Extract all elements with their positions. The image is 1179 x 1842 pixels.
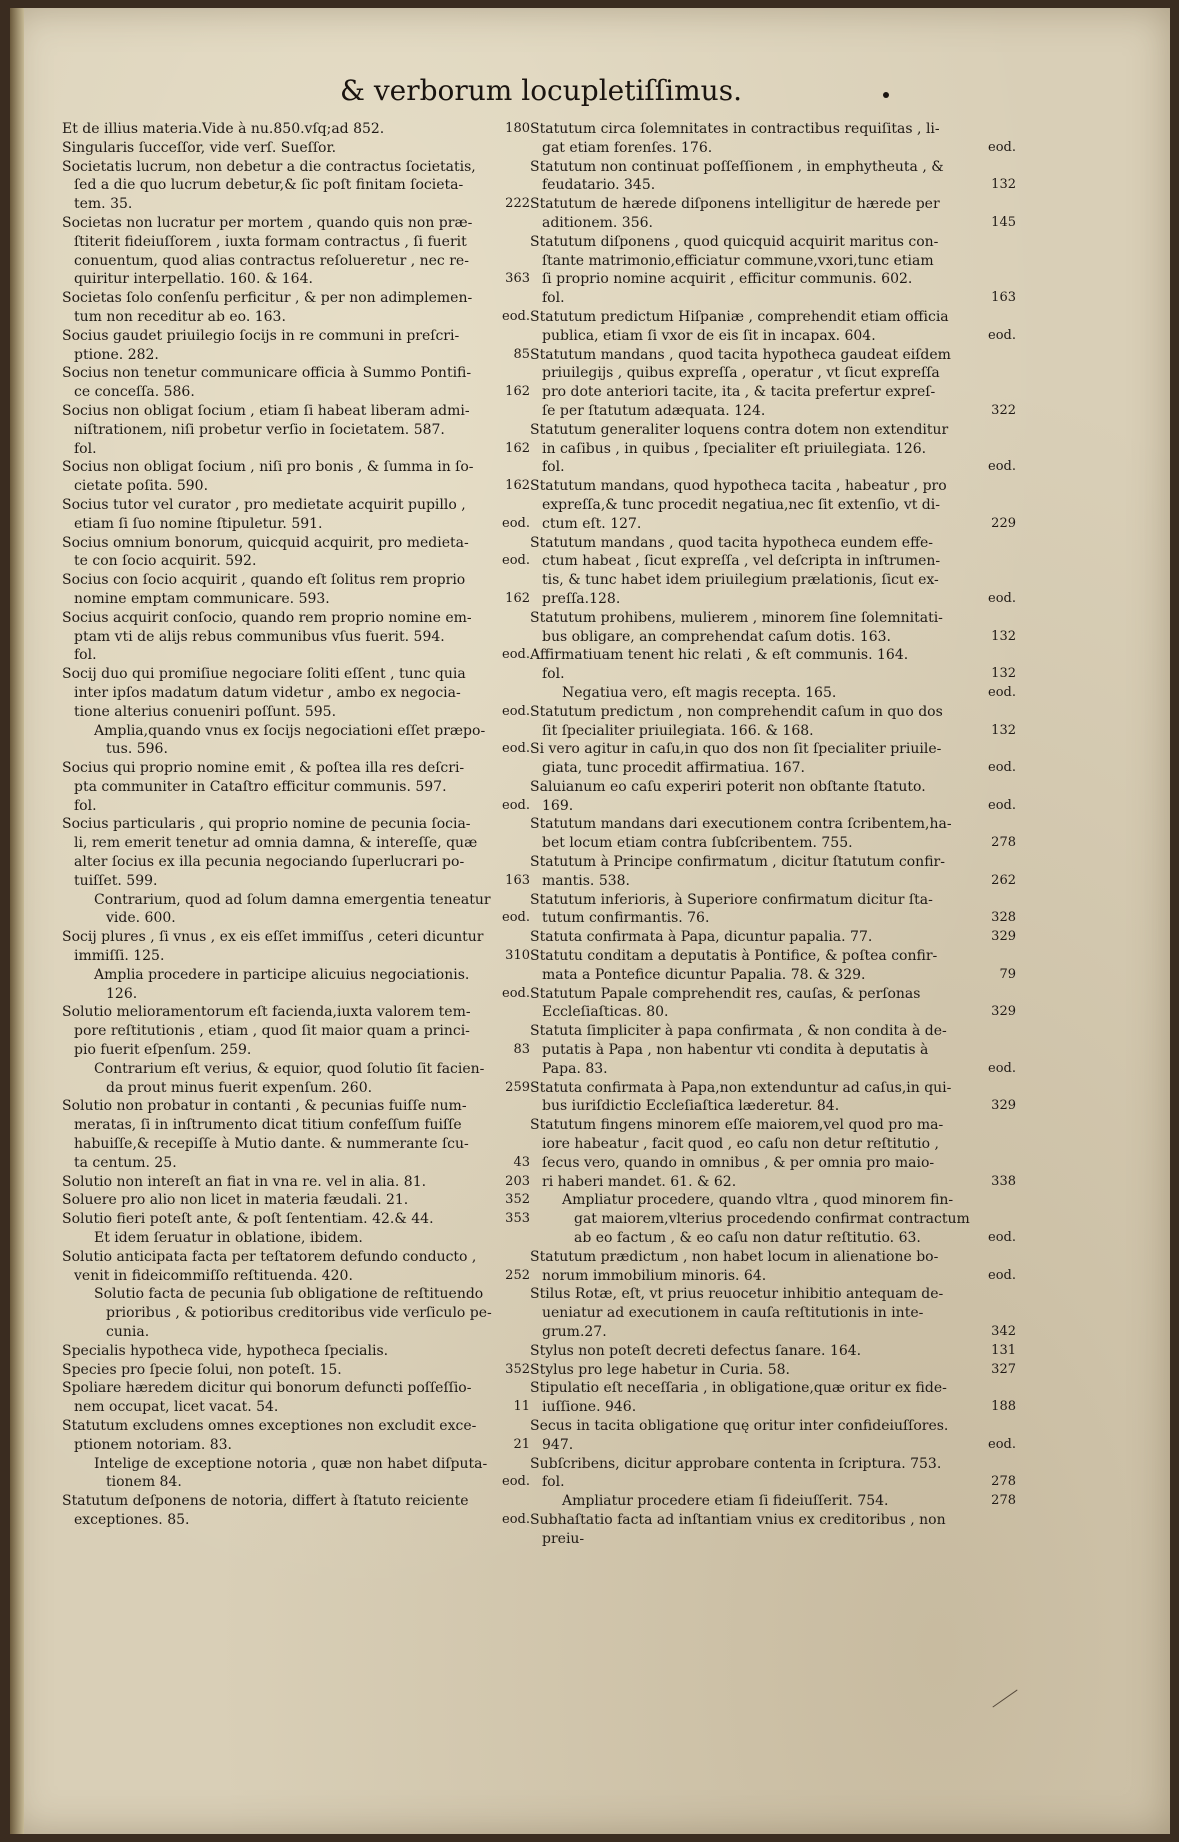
index-entry xyxy=(62,609,530,665)
folio-reference: 162 xyxy=(505,384,530,400)
index-entry xyxy=(62,1285,530,1341)
folio-reference: 79 xyxy=(999,966,1016,982)
index-entry-text: Statutum circa ſolemnitates in contractibus requiſitas , li- gat etiam forenſes. 176. xyxy=(530,121,940,156)
index-entry-text: Socius non obligat ſocium , etiam ſi habeat liberam admi- niſtrationem, niſi probetur verſio in ſocietatem. 587. fol. xyxy=(62,402,470,457)
folio-reference: 259 xyxy=(505,1079,530,1095)
index-entry xyxy=(62,1191,530,1210)
folio-reference: 132 xyxy=(991,722,1016,738)
folio-reference: eod. xyxy=(988,797,1016,813)
index-entry xyxy=(530,534,1016,609)
index-entry-text: Statutum mandans , quod tacita hypotheca gaudeat eiſdem priuilegijs , quibus expreſſa , operatur , vt ſicut expreſſa pro dote anteriori tacite, ita , & tacita prefertur expreſ- ſe per ſtatutum adæquata. 124. xyxy=(530,346,951,419)
index-entry xyxy=(530,703,1016,741)
index-entry xyxy=(530,158,1016,196)
index-entry-text: Ampliatur procedere, quando vltra , quod minorem fin- gat maiorem,vlterius procedendo confirmat contractum ab eo factum , & eo caſu non datur reſtitutio. 63. xyxy=(562,1192,970,1247)
index-entry xyxy=(530,778,1016,816)
index-entry xyxy=(62,571,530,609)
folio-reference: eod. xyxy=(502,1474,530,1490)
header-dot xyxy=(883,92,889,98)
index-entry xyxy=(530,421,1016,477)
index-entry xyxy=(62,1417,530,1455)
folio-reference: 353 xyxy=(505,1211,530,1227)
index-entry xyxy=(530,891,1016,929)
index-entry-text: Si vero agitur in caſu,in quo dos non ſit ſpecialiter priuile- giata, tunc procedit affirmatiua. 167. xyxy=(530,741,942,777)
index-entry xyxy=(62,120,530,139)
folio-reference: 132 xyxy=(991,628,1016,644)
index-entry-text: Statuta ſimpliciter à papa confirmata , & non condita à de- putatis à Papa , non habentur vti condita à deputatis à Papa. 83. xyxy=(530,1023,947,1077)
index-entry-text: Statutum fingens minorem eſſe maiorem,vel quod pro ma- iore habeatur , facit quod , eo caſu non detur reſtitutio , ſecus vero, quando in omnibus , & per omnia pro maio- ri haberi mandet. 61. & 62. xyxy=(530,1117,944,1190)
index-entry-text: Et de illius materia.Vide à nu.850.vſq;ad 852. xyxy=(62,121,385,137)
index-entry xyxy=(62,1097,530,1172)
index-entry xyxy=(530,646,1016,684)
folio-reference: eod. xyxy=(988,1436,1016,1452)
folio-reference: eod. xyxy=(502,553,530,569)
folio-reference: eod. xyxy=(502,797,530,813)
folio-reference: 229 xyxy=(991,515,1016,531)
index-entry xyxy=(62,1173,530,1192)
folio-reference: eod. xyxy=(502,985,530,1001)
index-entry xyxy=(62,402,530,458)
index-entry xyxy=(62,158,530,214)
folio-reference: 162 xyxy=(505,590,530,606)
index-entry-text: Amplia,quando vnus ex ſocijs negociationi eſſet præpo- tus. 596. xyxy=(94,722,486,758)
index-entry xyxy=(530,1191,1016,1247)
index-entry-text: Solutio non probatur in contanti , & pecunias fuiſſe num- meratas, ſi in inſtrumento dicat titium confeſſum fuiſſe habuiſſe,& recepiſſe à Mutio dante. & nummerante ſcu- ta centum. 25. xyxy=(62,1098,469,1171)
folio-reference: eod. xyxy=(988,1267,1016,1283)
index-entry-text: Statutum predictum Hiſpaniæ , comprehendit etiam officia publica, etiam ſi vxor de eis ſit in incapax. 604. xyxy=(530,308,949,344)
index-entry-text: Contrarium, quod ad ſolum damna emergentia teneatur vide. 600. xyxy=(94,891,491,927)
index-entry xyxy=(530,477,1016,533)
index-entry-text: Negatiua vero, eſt magis recepta. 165. xyxy=(562,684,837,701)
folio-reference: 132 xyxy=(991,177,1016,193)
index-entry-text: Socius con ſocio acquirit , quando eſt ſolitus rem proprio nomine emptam communicare. 593. xyxy=(62,572,466,607)
index-entry-text: Secus in tacita obligatione quę oritur inter confideiuſſores. 947. xyxy=(530,1417,949,1453)
folio-reference: eod. xyxy=(988,1230,1016,1246)
folio-reference: 278 xyxy=(991,835,1016,851)
folio-reference: 162 xyxy=(505,478,530,494)
index-entry xyxy=(530,815,1016,853)
folio-reference: 222 xyxy=(505,196,530,212)
index-entry-text: Socius acquirit conſocio, quando rem proprio nomine em- ptam vti de alijs rebus communibus vſus fuerit. 594. fol. xyxy=(62,609,472,664)
index-entry-text: Solutio fieri poteſt ante, & poſt ſententiam. 42.& 44. xyxy=(62,1211,434,1228)
index-entry xyxy=(530,609,1016,647)
index-entry xyxy=(62,722,530,760)
index-entry-text: Singularis ſucceſſor, vide verſ. Sueſſor. xyxy=(62,139,337,156)
index-entry xyxy=(62,289,530,327)
index-entry-text: Subhaſtatio facta ad inſtantiam vnius ex creditoribus , non preiu- xyxy=(530,1511,946,1547)
index-entry-text: Socius gaudet priuilegio ſocijs in re communi in preſcri- ptione. 282. xyxy=(62,327,460,363)
folio-reference: 131 xyxy=(991,1342,1016,1358)
index-entry xyxy=(62,1361,530,1380)
index-entry xyxy=(530,684,1016,703)
index-entry-text: Statutum prohibens, mulierem , minorem ſine ſolemnitati- bus obligare, an comprehendat caſum dotis. 163. xyxy=(530,609,943,645)
index-entry-text: Statutum diſponens , quod quicquid acquirit maritus con- ſtante matrimonio,efficiatur commune,vxori,tunc etiam ſi proprio nomine acquirit , efficitur communis. 602. fol. xyxy=(530,233,939,307)
index-column-left xyxy=(62,120,530,1530)
index-entry xyxy=(62,1229,530,1248)
index-entry xyxy=(530,233,1016,308)
folio-reference: 328 xyxy=(991,910,1016,926)
folio-reference: 329 xyxy=(991,1098,1016,1114)
folio-reference: eod. xyxy=(502,308,530,324)
folio-reference: 338 xyxy=(991,1173,1016,1189)
folio-reference: eod. xyxy=(502,910,530,926)
index-entry xyxy=(62,1342,530,1361)
index-entry-text: Subſcribens, dicitur approbare contenta in ſcriptura. 753. fol. xyxy=(530,1455,942,1491)
folio-reference: 132 xyxy=(991,666,1016,682)
index-entry xyxy=(62,1060,530,1098)
index-entry-text: Statutum non continuat poſſeſſionem , in emphytheuta , & feudatario. 345. xyxy=(530,158,944,194)
index-entry-text: Species pro ſpecie ſolui, non poteſt. 15. xyxy=(62,1361,342,1378)
index-entry xyxy=(530,1361,1016,1380)
index-entry xyxy=(530,1079,1016,1117)
folio-reference: eod. xyxy=(988,327,1016,343)
index-entry-text: Solutio anticipata facta per teſtatorem defundo conducto , venit in fideicommiſſo reſtituenda. 420. xyxy=(62,1248,477,1284)
index-entry xyxy=(62,759,530,815)
index-entry-text: Stipulatio eſt neceſſaria , in obligatione,quæ oritur ex fide- iuſſione. 946. xyxy=(530,1380,947,1416)
folio-reference: eod. xyxy=(988,459,1016,475)
index-entry-text: Amplia procedere in participe alicuius negociationis. 126. xyxy=(94,966,470,1002)
index-entry-text: Statutum inferioris, à Superiore confirmatum dicitur ſta- tutum confirmantis. 76. xyxy=(530,891,933,927)
index-entry-text: Ampliatur procedere etiam ſi fideiuſſerit. 754. xyxy=(562,1493,889,1510)
index-entry xyxy=(62,891,530,929)
folio-reference: eod. xyxy=(988,590,1016,606)
folio-reference: 278 xyxy=(991,1493,1016,1509)
running-header: & verborum locupletiſſimus. xyxy=(340,74,742,107)
index-entry-text: Statutum Papale comprehendit res, cauſas, & perſonas Eccleſiaſticas. 80. xyxy=(530,985,921,1021)
index-entry xyxy=(62,1379,530,1417)
index-entry-text: Statutu conditam a deputatis à Pontifice, & poſtea confir- mata a Pontefice dicuntur Papalia. 78. & 329. xyxy=(530,948,938,983)
folio-reference: 322 xyxy=(991,402,1016,418)
index-entry xyxy=(530,120,1016,158)
index-entry xyxy=(62,1210,530,1229)
index-entry-text: Statutum de hærede diſponens intelligitur de hærede per aditionem. 356. xyxy=(530,196,940,231)
index-entry-text: Statutum generaliter loquens contra dotem non extenditur in caſibus , in quibus , ſpecialiter eſt priuilegiata. 126. fol. xyxy=(530,421,949,476)
folio-reference: eod. xyxy=(502,1511,530,1527)
index-entry-text: Societas ſolo conſenſu perficitur , & per non adimplemen- tum non receditur ab eo. 163. xyxy=(62,290,473,325)
index-entry xyxy=(530,1116,1016,1191)
index-entry-text: Solutio non intereſt an fiat in vna re. vel in alia. 81. xyxy=(62,1173,427,1190)
folio-reference: 21 xyxy=(513,1436,530,1452)
index-entry-text: Statuta confirmata à Papa, dicuntur papalia. 77. xyxy=(530,929,873,946)
book-page xyxy=(10,8,1170,1834)
index-entry-text: Solutio facta de pecunia ſub obligatione de reſtituendo prioribus , & potioribus creditoribus vide verſiculo pe- cunia. xyxy=(94,1286,492,1340)
index-entry xyxy=(530,1455,1016,1493)
index-entry xyxy=(62,815,530,890)
index-entry xyxy=(530,928,1016,947)
index-entry xyxy=(530,1492,1016,1511)
binding-gutter xyxy=(10,8,24,1834)
index-entry xyxy=(530,1248,1016,1286)
index-entry-text: Socius omnium bonorum, quicquid acquirit, pro medieta- te con ſocio acquirit. 592. xyxy=(62,534,469,570)
index-entry xyxy=(530,1417,1016,1455)
index-entry xyxy=(62,458,530,496)
index-entry xyxy=(62,364,530,402)
folio-reference: 329 xyxy=(991,1004,1016,1020)
index-entry xyxy=(62,214,530,289)
index-entry xyxy=(530,740,1016,778)
index-entry xyxy=(62,1455,530,1493)
index-entry-text: Et idem ſeruatur in oblatione, ibidem. xyxy=(94,1230,363,1247)
index-entry xyxy=(62,1003,530,1059)
index-entry xyxy=(530,1511,1016,1549)
index-entry xyxy=(530,947,1016,985)
index-entry xyxy=(62,534,530,572)
folio-reference: 363 xyxy=(505,271,530,287)
index-entry-text: Socius non obligat ſocium , niſi pro bonis , & ſumma in ſo- cietate poſita. 590. xyxy=(62,459,474,495)
index-entry xyxy=(62,496,530,534)
index-entry-text: Stylus non poteſt decreti defectus ſanare. 164. xyxy=(530,1342,862,1359)
index-entry-text: Statutum deſponens de notoria, differt à ſtatuto reiciente exceptiones. 85. xyxy=(62,1493,469,1528)
folio-reference: 11 xyxy=(513,1399,530,1415)
folio-reference: 145 xyxy=(991,214,1016,230)
index-entry-text: Stylus pro lege habetur in Curia. 58. xyxy=(530,1361,790,1378)
index-entry xyxy=(530,1022,1016,1078)
index-entry-text: Soluere pro alio non licet in materia fæudali. 21. xyxy=(62,1192,409,1209)
folio-reference: eod. xyxy=(988,139,1016,155)
index-entry xyxy=(62,966,530,1004)
index-entry xyxy=(530,308,1016,346)
index-entry xyxy=(62,928,530,966)
index-entry-text: Statutum mandans, quod hypotheca tacita , habeatur , pro expreſſa,& tunc procedit negatiua,nec ſit extenſio, vt di- ctum eſt. 127. xyxy=(530,478,947,532)
index-entry xyxy=(62,1248,530,1286)
folio-reference: 43 xyxy=(513,1154,530,1170)
folio-reference: 342 xyxy=(991,1324,1016,1339)
index-entry-text: Stilus Rotæ, eſt, vt prius reuocetur inhibitio antequam de- ueniatur ad executionem in cauſa reſtitutionis in inte- grum.27. xyxy=(530,1286,944,1340)
folio-reference: 163 xyxy=(505,872,530,888)
index-entry-text: Intelige de exceptione notoria , quæ non habet diſputa- tionem 84. xyxy=(94,1455,488,1491)
folio-reference: 327 xyxy=(991,1361,1016,1377)
index-entry xyxy=(530,195,1016,233)
folio-reference: 352 xyxy=(505,1361,530,1377)
index-entry xyxy=(530,985,1016,1023)
index-entry-text: Socius non tenetur communicare officia à Summo Pontifi- ce conceſſa. 586. xyxy=(62,365,472,401)
index-entry-text: Statutum prædictum , non habet locum in alienatione bo- norum immobilium minoris. 64. xyxy=(530,1248,939,1284)
folio-reference: 310 xyxy=(505,948,530,964)
folio-reference: eod. xyxy=(502,703,530,719)
index-entry-text: Socius qui proprio nomine emit , & poſtea illa res deſcri- pta communiter in Cataſtro efficitur communis. 597. fol. xyxy=(62,760,465,814)
folio-reference: 162 xyxy=(505,440,530,456)
folio-reference: eod. xyxy=(988,684,1016,700)
folio-reference: 352 xyxy=(505,1192,530,1208)
index-entry-text: Socius particularis , qui proprio nomine de pecunia ſocia- li, rem emerit tenetur ad omnia damna, & intereſſe, quæ alter ſocius ex illa pecunia negociando ſuperlucrari po- tuiſſet. 599. xyxy=(62,816,478,889)
index-entry xyxy=(530,1285,1016,1341)
index-entry xyxy=(62,139,530,158)
index-entry-text: Socij duo qui promiſiue negociare ſoliti eſſent , tunc quia inter ipſos madatum datum videtur , ambo ex negocia- tione alterius conueniri poſſunt. 595. xyxy=(62,666,466,720)
folio-reference: 329 xyxy=(991,929,1016,945)
index-entry-text: Socius tutor vel curator , pro medietate acquirit pupillo , etiam ſi ſuo nomine ſtipuletur. 591. xyxy=(62,496,466,532)
folio-reference: eod. xyxy=(988,760,1016,776)
folio-reference: 180 xyxy=(505,121,530,136)
index-entry xyxy=(530,853,1016,891)
folio-reference: eod. xyxy=(502,515,530,531)
index-column-right xyxy=(530,120,1016,1549)
index-entry-text: Statutum à Principe confirmatum , dicitur ſtatutum confir- mantis. 538. xyxy=(530,854,945,889)
folio-reference: 85 xyxy=(513,346,530,362)
index-entry-text: Solutio melioramentorum eſt facienda,iuxta valorem tem- pore reſtitutionis , etiam , quod ſit maior quam a princi- pio fuerit eſpenſum. 259. xyxy=(62,1004,471,1059)
folio-reference: 163 xyxy=(991,290,1016,306)
index-entry-text: Saluianum eo caſu experiri poterit non obſtante ſtatuto. 169. xyxy=(530,778,926,814)
folio-reference: 83 xyxy=(513,1042,530,1058)
index-entry xyxy=(62,665,530,721)
index-entry xyxy=(62,1492,530,1530)
index-entry-text: Statutum mandans , quod tacita hypotheca eundem effe- ctum habeat , ſicut expreſſa , vel deſcripta in inſtrumen- tis, & tunc habet idem priuilegium prælationis, ſicut ex- preſſa.128. xyxy=(530,534,941,607)
index-entry-text: Societas non lucratur per mortem , quando quis non præ- ſtiterit fideiuſſorem , iuxta formam contractus , ſi fuerit conuentum, quod alias contractus reſolueretur , nec re- quiritur interpellatio. 160. & 164. xyxy=(62,214,473,288)
index-entry-text: Statutum predictum , non comprehendit caſum in quo dos ſit ſpecialiter priuilegiata. 166. & 168. xyxy=(530,703,943,739)
index-entry xyxy=(530,1342,1016,1361)
index-entry-text: Socij plures , ſi vnus , ex eis eſſet immiſſus , ceteri dicuntur immiſſi. 125. xyxy=(62,929,484,965)
index-entry-text: Contrarium eſt verius, & equior, quod ſolutio ſit facien- da prout minus fuerit expenſum. 260. xyxy=(94,1060,485,1096)
folio-reference: 278 xyxy=(991,1474,1016,1490)
index-entry xyxy=(530,346,1016,421)
index-entry-text: Statutum excludens omnes exceptiones non excludit exce- ptionem notoriam. 83. xyxy=(62,1417,477,1453)
folio-reference: 262 xyxy=(991,872,1016,888)
index-entry-text: Affirmatiuam tenent hic relati , & eſt communis. 164. fol. xyxy=(530,647,909,683)
index-entry-text: Specialis hypotheca vide, hypotheca ſpecialis. xyxy=(62,1342,389,1359)
index-entry-text: Societatis lucrum, non debetur a die contractus ſocietatis, ſed a die quo lucrum debetur,& ſic poſt finitam ſocieta- tem. 35. xyxy=(62,158,476,213)
index-entry-text: Statuta confirmata à Papa,non extenduntur ad caſus,in qui- bus iuriſdictio Eccleſiaſtica læderetur. 84. xyxy=(530,1079,952,1115)
folio-reference: eod. xyxy=(502,647,530,663)
index-entry xyxy=(62,327,530,365)
folio-reference: 203 xyxy=(505,1173,530,1189)
folio-reference: 252 xyxy=(505,1267,530,1283)
index-entry-text: Statutum mandans dari executionem contra ſcribentem,ha- bet locum etiam contra ſubſcribentem. 755. xyxy=(530,816,952,852)
folio-reference: eod. xyxy=(502,741,530,757)
folio-reference: eod. xyxy=(988,1060,1016,1076)
pen-stroke-mark xyxy=(992,1689,1017,1707)
index-entry xyxy=(530,1379,1016,1417)
index-entry-text: Spoliare hæredem dicitur qui bonorum defuncti poſſeſſio- nem occupat, licet vacat. 54. xyxy=(62,1380,472,1416)
folio-reference: 188 xyxy=(991,1399,1016,1415)
